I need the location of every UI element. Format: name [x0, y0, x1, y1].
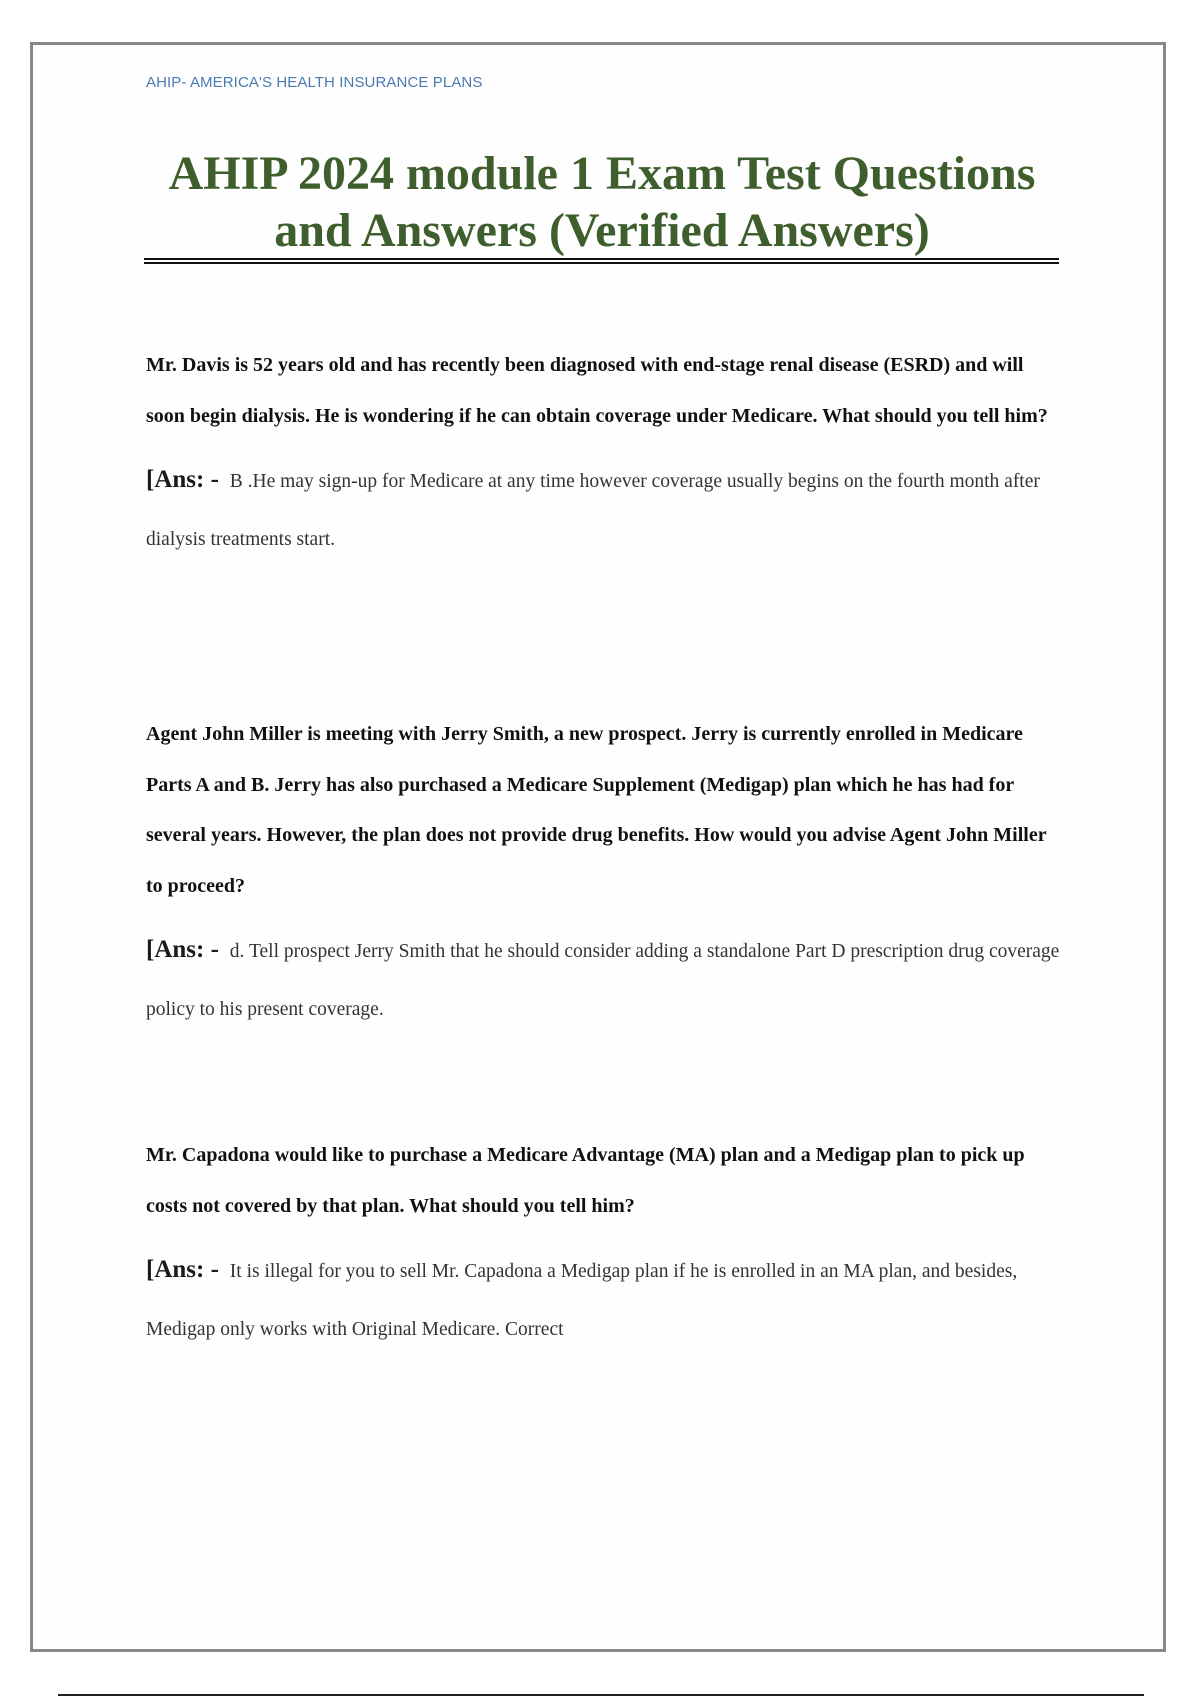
answer-1-prefix: [Ans: -: [146, 466, 219, 493]
bottom-rule: [58, 1694, 1144, 1696]
question-2: Agent John Miller is meeting with Jerry Smith, a new prospect. Jerry is currently enrolled in Medicare Parts A and B. Jerry has also purchased a Medicare Supplement (Medigap) plan which he has had for several years. However, the plan does not provide drug benefits. How would you advise Agent John Miller to proceed?: [146, 723, 1047, 897]
question-1: Mr. Davis is 52 years old and has recently been diagnosed with end-stage renal disease (ESRD) and will soon begin dialysis. He is wondering if he can obtain coverage under Medicare. What should you tell him?: [146, 354, 1048, 427]
answer-2-text: d. Tell prospect Jerry Smith that he should consider adding a standalone Part D prescription drug coverage policy to his present coverage.: [146, 941, 1060, 1020]
answer-2-prefix: [Ans: -: [146, 936, 219, 963]
answer-1: [146, 451, 1066, 569]
header-label: AHIP- AMERICA'S HEALTH INSURANCE PLANS: [146, 74, 483, 91]
answer-3-text: It is illegal for you to sell Mr. Capadona a Medigap plan if he is enrolled in an MA plan, and besides, Medigap only works with Original Medicare. Correct: [146, 1261, 1018, 1340]
qa-item-3: [146, 1130, 1066, 1359]
answer-1-text: B .He may sign-up for Medicare at any time however coverage usually begins on the fourth month after dialysis treatments start.: [146, 471, 1040, 550]
qa-item-1: [146, 340, 1066, 569]
title-double-rule: [144, 258, 1059, 264]
answer-3-prefix: [Ans: -: [146, 1256, 219, 1283]
answer-2: [146, 921, 1066, 1039]
question-3: Mr. Capadona would like to purchase a Medicare Advantage (MA) plan and a Medigap plan to pick up costs not covered by that plan. What should you tell him?: [146, 1144, 1025, 1217]
document-title: AHIP 2024 module 1 Exam Test Questions and Answers (Verified Answers): [168, 147, 1036, 257]
qa-item-2: [146, 709, 1066, 1039]
answer-3: [146, 1241, 1066, 1359]
